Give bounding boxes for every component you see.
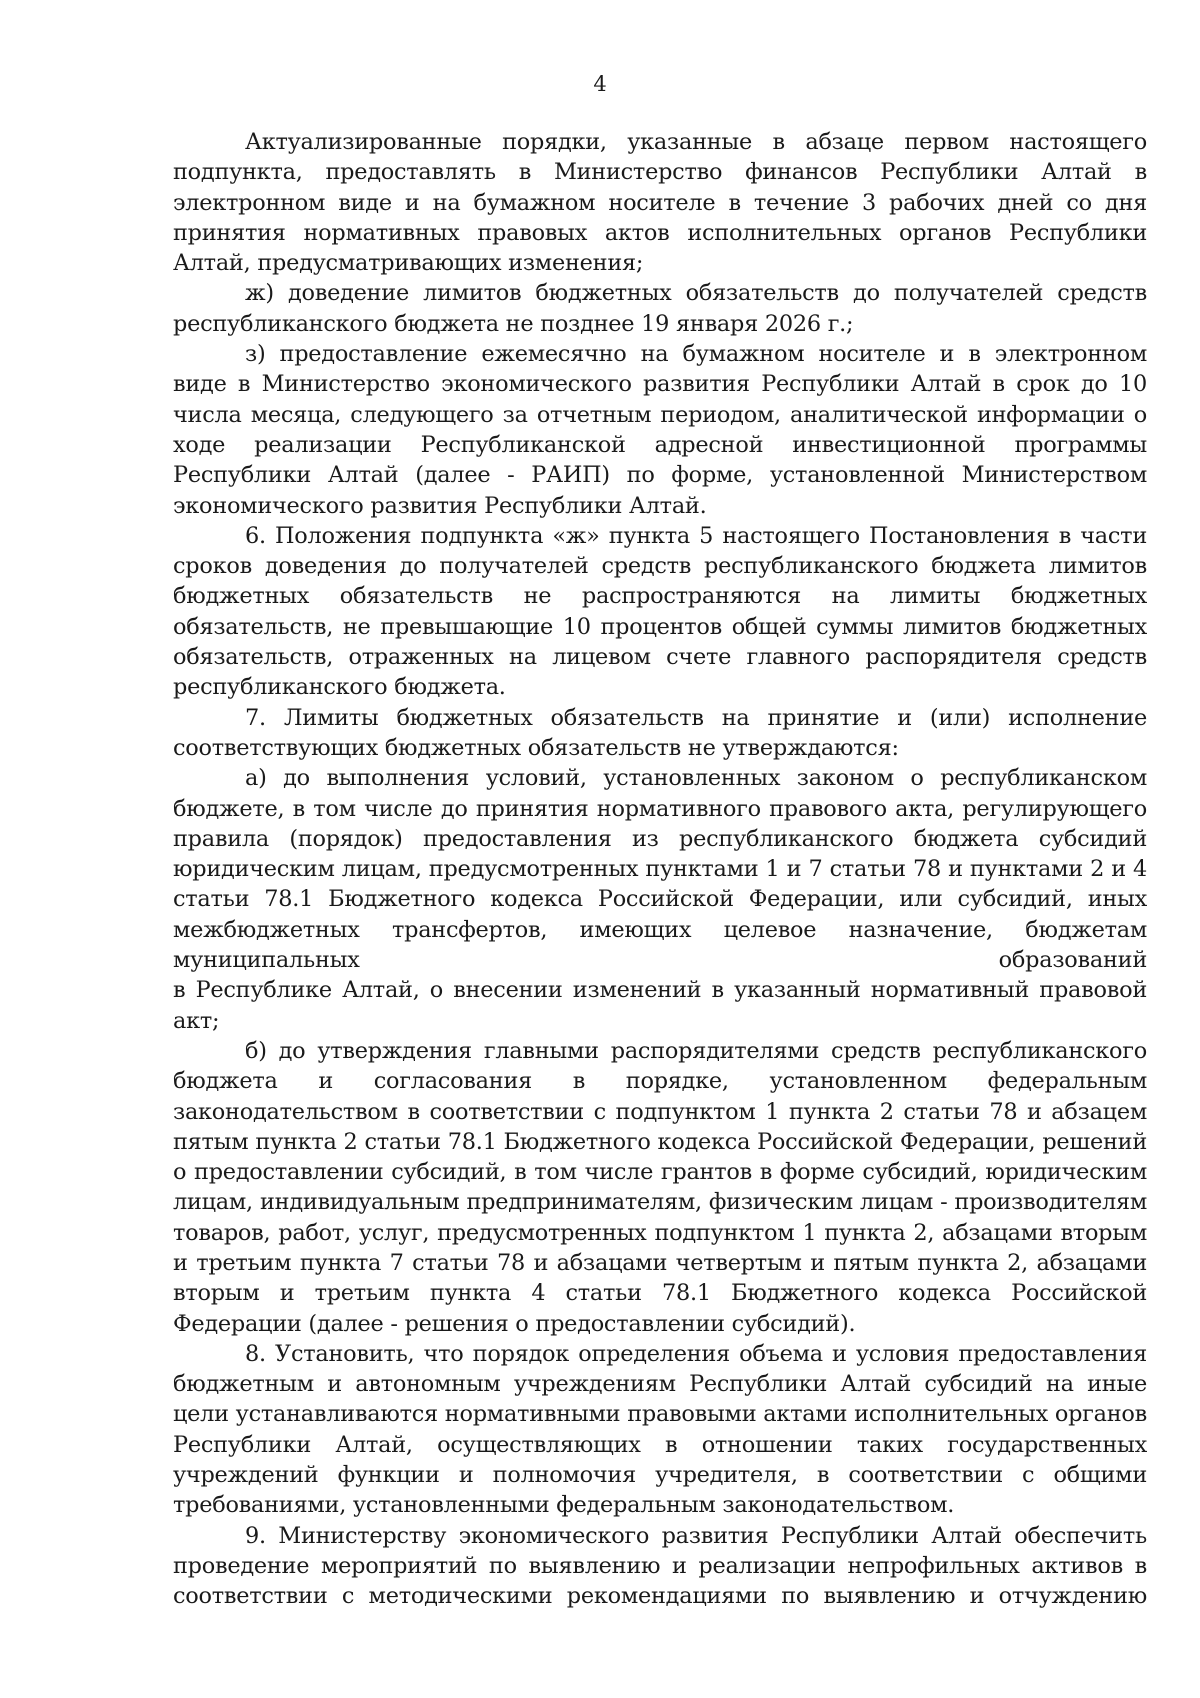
paragraph-item-9: 9. Министерству экономического развития Республики Алтай обеспечить проведение мероприятий по выявлению и реализации непрофильных активов в соответствии с методическими рекомендациями по выявлению и отчуждению bbox=[173, 1522, 1147, 1610]
paragraph-subitem-z: з) предоставление ежемесячно на бумажном носителе и в электронном виде в Министерство экономического развития Республики Алтай в срок до 10 числа месяца, следующего за отчетным периодом, аналитической информации о ходе реализации Республиканской адресной инвестиционной программы Республики Алтай (далее - РАИП) по форме, установленной Министерством экономического развития Республики Алтай. bbox=[173, 341, 1147, 519]
paragraph-subitem-zh: ж) доведение лимитов бюджетных обязательств до получателей средств республиканского бюджета не позднее 19 января 2026 г.; bbox=[173, 280, 1147, 337]
paragraph-subitem-a-continuation: в Республике Алтай, о внесении изменений в указанный нормативный правовой акт; bbox=[173, 977, 1147, 1034]
paragraph-subitem-b: б) до утверждения главными распорядителями средств республиканского бюджета и согласования в порядке, установленном федеральным законодательством в соответствии с подпунктом 1 пункта 2 статьи 78 и абзацем пятым пункта 2 статьи 78.1 Бюджетного кодекса Российской Федерации, решений о предоставлении субсидий, в том числе грантов в форме субсидий, юридическим лицам, индивидуальным предпринимателям, физическим лицам - производителям товаров, работ, услуг, предусмотренных подпунктом 1 пункта 2, абзацами вторым и третьим пункта 7 статьи 78 и абзацами четвертым и пятым пункта 2, абзацами вторым и третьим пункта 4 статьи 78.1 Бюджетного кодекса Российской Федерации (далее - решения о предоставлении субсидий). bbox=[173, 1037, 1147, 1337]
paragraph-item-8: 8. Установить, что порядок определения объема и условия предоставления бюджетным и автономным учреждениям Республики Алтай субсидий на иные цели устанавливаются нормативными правовыми актами исполнительных органов Республики Алтай, осуществляющих в отношении таких государственных учреждений функции и полномочия учредителя, в соответствии с общими требованиями, установленными федеральным законодательством. bbox=[173, 1340, 1147, 1519]
paragraph-item-6: 6. Положения подпункта «ж» пункта 5 настоящего Постановления в части сроков доведения до получателей средств республиканского бюджета лимитов бюджетных обязательств не распространяются на лимиты бюджетных обязательств, не превышающие 10 процентов общей суммы лимитов бюджетных обязательств, отраженных на лицевом счете главного распорядителя средств республиканского бюджета. bbox=[173, 522, 1147, 701]
paragraph-updated-procedures: Актуализированные порядки, указанные в абзаце первом настоящего подпункта, предоставлять в Министерство финансов Республики Алтай в электронном виде и на бумажном носителе в течение 3 рабочих дней со дня принятия нормативных правовых актов исполнительных органов Республики Алтай, предусматривающих изменения; bbox=[173, 129, 1147, 277]
paragraph-subitem-a: а) до выполнения условий, установленных законом о республиканском бюджете, в том числе до принятия нормативного правового акта, регулирующего правила (порядок) предоставления из республиканского бюджета субсидий юридическим лицам, предусмотренных пунктами 1 и 7 статьи 78 и пунктами 2 и 4 статьи 78.1 Бюджетного кодекса Российской Федерации, или субсидий, иных межбюджетных трансфертов, имеющих целевое назначение, бюджетам муниципальных образований bbox=[173, 765, 1147, 974]
page-number: 4 bbox=[593, 72, 607, 96]
document-body bbox=[173, 127, 1147, 1612]
paragraph-item-7: 7. Лимиты бюджетных обязательств на принятие и (или) исполнение соответствующих бюджетных обязательств не утверждаются: bbox=[173, 704, 1147, 761]
